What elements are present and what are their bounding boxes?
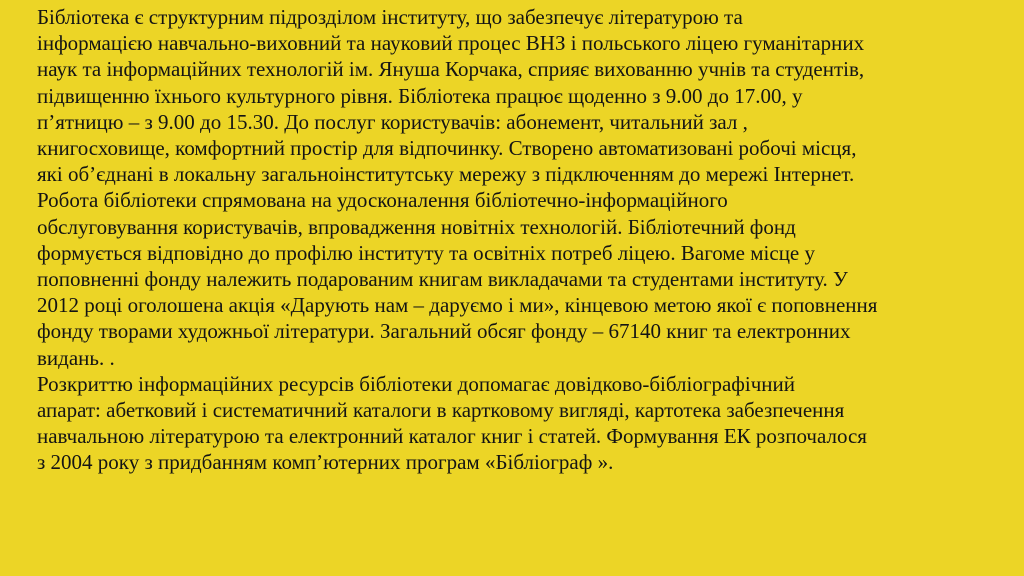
- text-line: Розкриттю інформаційних ресурсів бібліотеки допомагає довідково-бібліографічний: [37, 371, 796, 396]
- text-line: апарат: абетковий і систематичний каталоги в картковому вигляді, картотека забезпечення: [37, 398, 845, 423]
- paragraph-library-catalog: [15, 371, 1015, 476]
- text-line: видань. .: [37, 345, 115, 370]
- text-line: навчальною літературою та електронний каталог книг і статей. Формування ЕК розпочалося: [37, 424, 867, 449]
- text-line: наук та інформаційних технологій ім. Януша Корчака, сприяє вихованню учнів та студентів,: [37, 57, 865, 82]
- text-line: книгосховище, комфортний простір для відпочинку. Створено автоматизовані робочі місця,: [37, 136, 857, 161]
- text-line: обслуговування користувачів, впровадження новітніх технологій. Бібліотечний фонд: [37, 214, 796, 239]
- text-line: з 2004 року з придбанням комп’ютерних програм «Бібліограф ».: [37, 450, 614, 475]
- text-line: фонду творами художньої літератури. Загальний обсяг фонду – 67140 книг та електронних: [37, 319, 851, 344]
- text-line: 2012 році оголошена акція «Дарують нам – даруємо і ми», кінцевою метою якої є поповнення: [37, 293, 878, 318]
- text-line: інформацією навчально-виховний та науковий процес ВНЗ і польського ліцею гуманітарних: [37, 31, 865, 56]
- text-line: які об’єднані в локальну загальноінститутську мережу з підключенням до мережі Інтернет.: [37, 162, 855, 187]
- text-line: Бібліотека є структурним підрозділом інституту, що забезпечує літературою та: [37, 5, 743, 29]
- text-line: Робота бібліотеки спрямована на удосконалення бібліотечно-інформаційного: [37, 188, 728, 213]
- text-line: підвищенню їхнього культурного рівня. Бібліотека працює щоденно з 9.00 до 17.00, у: [37, 83, 803, 108]
- paragraph-library-overview: [15, 4, 1015, 187]
- paragraph-library-fund: [15, 187, 1015, 370]
- text-line: п’ятницю – з 9.00 до 15.30. До послуг користувачів: абонемент, читальний зал ,: [37, 109, 748, 134]
- text-body: [15, 4, 1015, 476]
- text-line: формується відповідно до профілю інституту та освітніх потреб ліцею. Вагоме місце у: [37, 240, 816, 265]
- text-line: поповненні фонду належить подарованим книгам викладачами та студентами інституту. У: [37, 267, 848, 292]
